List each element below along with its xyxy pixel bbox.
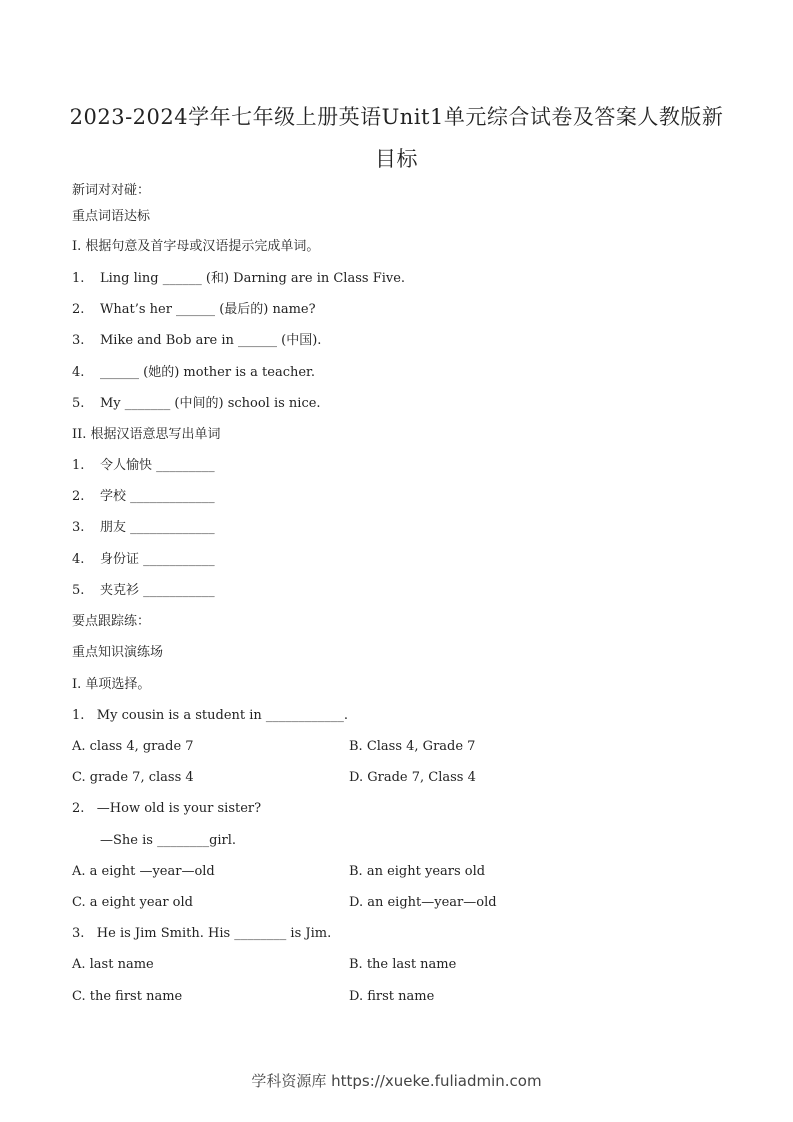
option-d: D. first name bbox=[349, 989, 435, 1004]
mc-question-2-reply: —She is ________girl. bbox=[100, 833, 237, 848]
section-heading-knowledge: 重点知识演练场 bbox=[72, 645, 164, 660]
question-row: 2. What’s her ______ (最后的) name? bbox=[72, 302, 316, 317]
option-c: C. grade 7, class 4 bbox=[72, 770, 194, 785]
section-heading-practice: 要点跟踪练： bbox=[72, 614, 151, 629]
option-b: B. the last name bbox=[349, 957, 457, 972]
mc-question-1: 1. My cousin is a student in ____________. bbox=[72, 708, 349, 723]
option-a: A. last name bbox=[72, 957, 154, 972]
question-row: 2. 学校 _____________ bbox=[72, 489, 215, 504]
option-c: C. the first name bbox=[72, 989, 183, 1004]
footer-watermark: 学科资源库 https://xueke.fuliadmin.com bbox=[251, 1072, 542, 1090]
question-row: 4. 身份证 ___________ bbox=[72, 552, 215, 567]
section-heading-key-words: 重点词语达标 bbox=[72, 209, 151, 224]
option-b: B. Class 4, Grade 7 bbox=[349, 739, 476, 754]
option-d: D. Grade 7, Class 4 bbox=[349, 770, 476, 785]
section-heading-new-words: 新词对对碰： bbox=[72, 183, 151, 198]
part-iii-instruction: I. 单项选择。 bbox=[72, 677, 151, 692]
question-row: 3. Mike and Bob are in ______ (中国). bbox=[72, 333, 322, 348]
option-c: C. a eight year old bbox=[72, 895, 193, 910]
part-ii-instruction: II. 根据汉语意思写出单词 bbox=[72, 427, 221, 442]
option-a: A. a eight —year—old bbox=[72, 864, 215, 879]
question-row: 5. 夹克衫 ___________ bbox=[72, 583, 215, 598]
mc-question-3: 3. He is Jim Smith. His ________ is Jim. bbox=[72, 926, 332, 941]
option-b: B. an eight years old bbox=[349, 864, 486, 879]
question-row: 5. My _______ (中间的) school is nice. bbox=[72, 396, 321, 411]
question-row: 3. 朋友 _____________ bbox=[72, 520, 215, 535]
document-title: 2023-2024学年七年级上册英语Unit1单元综合试卷及答案人教版新目标 bbox=[69, 105, 724, 171]
question-row: 4. ______ (她的) mother is a teacher. bbox=[72, 365, 315, 380]
part-i-instruction: I. 根据句意及首字母或汉语提示完成单词。 bbox=[72, 239, 320, 254]
option-d: D. an eight—year—old bbox=[349, 895, 497, 910]
question-row: 1. Ling ling ______ (和) Darning are in Class Five. bbox=[72, 271, 406, 286]
mc-question-2: 2. —How old is your sister? bbox=[72, 801, 262, 816]
question-row: 1. 令人愉快 _________ bbox=[72, 458, 215, 473]
option-a: A. class 4, grade 7 bbox=[72, 739, 194, 754]
